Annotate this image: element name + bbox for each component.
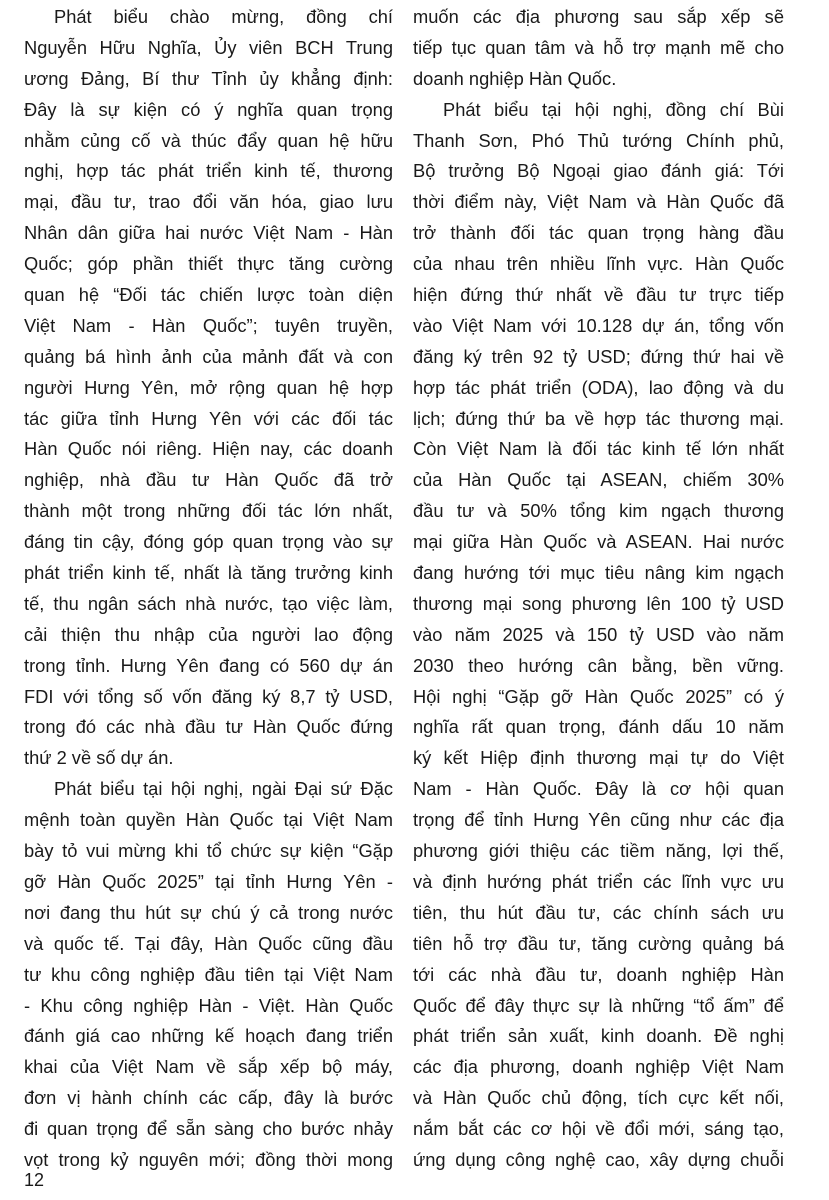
- text-line: doanh nghiệp Hàn Quốc.: [413, 67, 617, 89]
- text-line: người Hưng Yên, mở rộng quan hệ hợp: [24, 376, 393, 398]
- text-line: Nhân dân giữa hai nước Việt Nam - Hàn: [24, 222, 393, 244]
- text-line: Phát biểu tại hội nghị, đồng chí Bùi: [443, 98, 784, 120]
- left-text-column: [24, 0, 393, 1176]
- text-line: phát triển sản xuất, kinh doanh. Đề nghị: [413, 1025, 784, 1047]
- text-line: tiên, thu hút đầu tư, các chính sách ưu: [413, 901, 784, 923]
- text-line: Quốc để đây thực sự là những “tổ ấm” để: [413, 994, 784, 1016]
- text-line: phát triển kinh tế, nhất là tăng trưởng kinh: [24, 562, 393, 584]
- text-line: và định hướng phát triển các lĩnh vực ưu: [413, 870, 784, 892]
- text-line: đầu tư và 50% tổng kim ngạch thương: [413, 500, 784, 522]
- text-line: Quốc; góp phần thiết thực tăng cường: [24, 253, 393, 275]
- text-line: Thanh Sơn, Phó Thủ tướng Chính phủ,: [413, 129, 784, 151]
- text-line: mệnh toàn quyền Hàn Quốc tại Việt Nam: [24, 809, 393, 831]
- text-line: nơi đang thu hút sự chú ý cả trong nước: [24, 901, 393, 923]
- text-line: muốn các địa phương sau sắp xếp sẽ: [413, 6, 784, 27]
- text-line: thành một trong những đối tác lớn nhất,: [24, 500, 393, 522]
- text-line: nghĩa rất quan trọng, đánh dấu 10 năm: [413, 716, 784, 738]
- text-line: quảng bá hình ảnh của mảnh đất và con: [24, 345, 393, 367]
- text-line: Còn Việt Nam là đối tác kinh tế lớn nhất: [413, 438, 784, 460]
- text-line: mại giữa Hàn Quốc và ASEAN. Hai nước: [413, 531, 784, 553]
- text-line: vào năm 2025 và 150 tỷ USD vào năm: [413, 623, 784, 645]
- text-line: trọng để tỉnh Hưng Yên cũng như các địa: [413, 809, 784, 831]
- text-line: của nhau trên nhiều lĩnh vực. Hàn Quốc: [413, 253, 784, 275]
- text-line: và Hàn Quốc chủ động, tích cực kết nối,: [413, 1087, 784, 1109]
- text-line: - Khu công nghiệp Hàn - Việt. Hàn Quốc: [24, 994, 393, 1016]
- text-line: quan hệ “Đối tác chiến lược toàn diện: [24, 284, 393, 306]
- right-text-column: [413, 0, 784, 1176]
- text-line: đáng tin cậy, đóng góp quan trọng vào sự: [24, 531, 393, 553]
- text-line: tư khu công nghiệp đầu tiên tại Việt Nam: [24, 963, 393, 985]
- text-line: cải thiện thu nhập của người lao động: [24, 623, 393, 645]
- text-line: lịch; đứng thứ ba về hợp tác thương mại.: [413, 407, 784, 429]
- text-line: các địa phương, doanh nghiệp Việt Nam: [413, 1056, 784, 1078]
- text-line: đăng ký trên 92 tỷ USD; đứng thứ hai về: [413, 345, 784, 367]
- text-line: của Hàn Quốc tại ASEAN, chiếm 30%: [413, 469, 784, 491]
- text-line: nhằm củng cố và thúc đẩy quan hệ hữu: [24, 129, 393, 151]
- text-line: Đây là sự kiện có ý nghĩa quan trọng: [24, 98, 393, 120]
- text-line: trong tỉnh. Hưng Yên đang có 560 dự án: [24, 654, 393, 676]
- text-line: Hội nghị “Gặp gỡ Hàn Quốc 2025” có ý: [413, 685, 784, 707]
- text-line: Nguyễn Hữu Nghĩa, Ủy viên BCH Trung: [24, 36, 393, 58]
- text-line: và quốc tế. Tại đây, Hàn Quốc cũng đầu: [24, 932, 393, 954]
- text-line: khai của Việt Nam về sắp xếp bộ máy,: [24, 1056, 393, 1078]
- text-line: tế, thu ngân sách nhà nước, tạo việc làm,: [24, 592, 393, 614]
- text-line: thứ 2 về số dự án.: [24, 747, 174, 769]
- text-line: vọt trong kỷ nguyên mới; đồng thời mong: [24, 1148, 393, 1170]
- text-line: trong đó các nhà đầu tư Hàn Quốc đứng: [24, 716, 393, 738]
- text-line: hợp tác phát triển (ODA), lao động và du: [413, 376, 784, 398]
- text-line: nghiệp, nhà đầu tư Hàn Quốc đã trở: [24, 469, 393, 491]
- text-line: mại, đầu tư, trao đổi văn hóa, giao lưu: [24, 191, 393, 213]
- text-line: Việt Nam - Hàn Quốc”; tuyên truyền,: [24, 314, 393, 336]
- page-number: 12: [24, 1170, 45, 1190]
- text-line: thương mại song phương lên 100 tỷ USD: [413, 592, 784, 614]
- text-line: FDI với tổng số vốn đăng ký 8,7 tỷ USD,: [24, 685, 393, 707]
- text-line: vào Việt Nam với 10.128 dự án, tổng vốn: [413, 314, 784, 336]
- text-line: gỡ Hàn Quốc 2025” tại tỉnh Hưng Yên -: [24, 870, 393, 892]
- text-line: tác giữa tỉnh Hưng Yên với các đối tác: [24, 407, 393, 429]
- text-line: Hàn Quốc nói riêng. Hiện nay, các doanh: [24, 438, 393, 460]
- text-line: Bộ trưởng Bộ Ngoại giao đánh giá: Tới: [413, 160, 784, 182]
- text-line: phương giới thiệu các tiềm năng, lợi thế,: [413, 840, 784, 862]
- text-line: trở thành đối tác quan trọng hàng đầu: [413, 222, 784, 244]
- text-line: tới các nhà đầu tư, doanh nghiệp Hàn: [413, 963, 784, 985]
- text-line: nắm bắt các cơ hội về đổi mới, sáng tạo,: [413, 1118, 784, 1140]
- text-line: bày tỏ vui mừng khi tổ chức sự kiện “Gặp: [24, 840, 393, 862]
- text-line: Phát biểu tại hội nghị, ngài Đại sứ Đặc: [54, 778, 393, 800]
- text-line: ký kết Hiệp định thương mại tự do Việt: [413, 747, 784, 769]
- text-line: tiên hỗ trợ đầu tư, tăng cường quảng bá: [413, 932, 784, 954]
- text-line: đi quan trọng để sẵn sàng cho bước nhảy: [24, 1118, 393, 1140]
- text-line: đang hướng tới mục tiêu nâng kim ngạch: [413, 562, 784, 584]
- text-line: nghị, hợp tác phát triển kinh tế, thương: [24, 160, 393, 182]
- text-line: hiện đứng thứ nhất về đầu tư trực tiếp: [413, 284, 784, 306]
- text-line: Nam - Hàn Quốc. Đây là cơ hội quan: [413, 778, 784, 800]
- text-line: đánh giá cao những kế hoạch đang triển: [24, 1025, 393, 1047]
- text-line: ương Đảng, Bí thư Tỉnh ủy khẳng định:: [24, 67, 393, 89]
- text-line: thời điểm này, Việt Nam và Hàn Quốc đã: [413, 191, 784, 213]
- text-line: ứng dụng công nghệ cao, xây dựng chuỗi: [413, 1148, 784, 1170]
- text-line: tiếp tục quan tâm và hỗ trợ mạnh mẽ cho: [413, 36, 784, 58]
- text-line: đơn vị hành chính các cấp, đây là bước: [24, 1087, 393, 1109]
- text-line: 2030 theo hướng cân bằng, bền vững.: [413, 654, 784, 676]
- text-line: Phát biểu chào mừng, đồng chí: [54, 6, 393, 27]
